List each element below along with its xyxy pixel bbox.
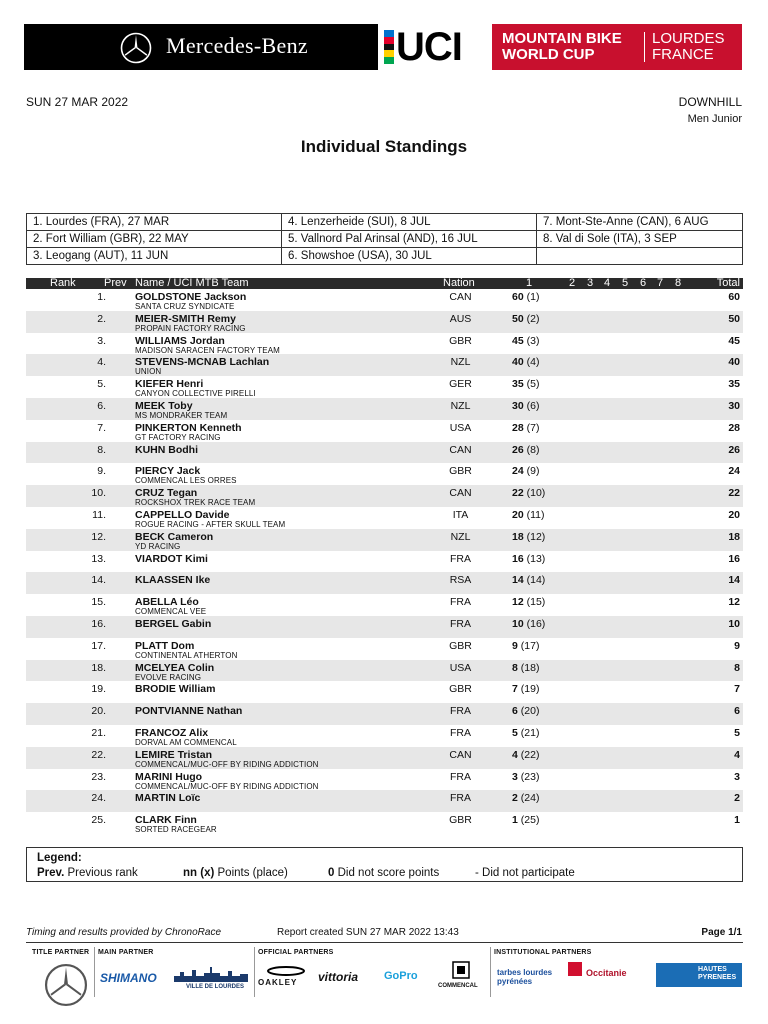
total-points: 60 <box>728 291 740 303</box>
nation: USA <box>449 661 472 674</box>
race-1-points: 4 (22) <box>512 748 540 761</box>
uci-logo <box>378 24 492 70</box>
race-1-points: 2 (24) <box>512 792 540 805</box>
team-name: EVOLVE RACING <box>135 672 202 682</box>
race-1-points: 8 (18) <box>512 661 540 674</box>
nation: GER <box>449 378 472 391</box>
rank: 5. <box>97 378 106 391</box>
total-points: 2 <box>734 792 740 805</box>
partner-divider <box>94 947 95 997</box>
nation: FRA <box>450 770 471 783</box>
rank: 10. <box>91 487 106 500</box>
table-row <box>26 420 743 442</box>
total-points: 35 <box>728 378 740 391</box>
rider-name: WILLIAMS Jordan <box>135 334 225 347</box>
race-1-points: 24 (9) <box>512 465 540 478</box>
nation: NZL <box>450 530 471 543</box>
team-name: ROCKSHOX TREK RACE TEAM <box>135 498 256 508</box>
total-points: 40 <box>728 356 740 369</box>
nation: GBR <box>449 334 472 347</box>
rider-name: MARTIN Loïc <box>135 792 201 805</box>
rider-name: MARINI Hugo <box>135 770 203 783</box>
rider-name: LEMIRE Tristan <box>135 748 213 761</box>
events-table <box>26 213 743 265</box>
event-cell: 8. Val di Sole (ITA), 3 SEP <box>537 231 743 248</box>
rider-name: PLATT Dom <box>135 639 195 652</box>
discipline: DOWNHILL <box>678 95 742 109</box>
title-sponsor-block <box>24 24 378 70</box>
vittoria-logo: vittoria <box>318 970 359 984</box>
rider-name: GOLDSTONE Jackson <box>135 291 247 303</box>
col-race-4: 4 <box>604 277 611 289</box>
total-points: 5 <box>734 726 740 739</box>
total-points: 6 <box>734 705 740 718</box>
rider-name: VIARDOT Kimi <box>135 552 208 565</box>
col-race-8: 8 <box>675 277 682 289</box>
rank: 18. <box>91 661 106 674</box>
commencal-shield-icon <box>452 961 470 979</box>
nation: CAN <box>449 291 472 303</box>
rider-name: MCELYEA Colin <box>135 661 215 674</box>
page-title: Individual Standings <box>300 137 468 156</box>
race-1-points: 60 (1) <box>512 291 540 303</box>
table-row <box>26 289 743 311</box>
table-row <box>26 354 743 376</box>
legend <box>26 847 743 882</box>
rank: 2. <box>97 312 106 325</box>
rank: 24. <box>91 792 106 805</box>
event-cell: 3. Leogang (AUT), 11 JUN <box>27 248 282 265</box>
total-points: 20 <box>728 508 740 521</box>
page-number: Page 1/1 <box>701 927 742 938</box>
team-name: MS MONDRAKER TEAM <box>135 410 228 420</box>
table-row <box>26 572 743 594</box>
total-points: 1 <box>734 814 740 827</box>
col-race-1: 1 <box>526 277 533 289</box>
rank: 1. <box>97 291 106 303</box>
table-row <box>26 398 743 420</box>
race-1-points: 14 (14) <box>512 574 546 587</box>
race-1-points: 35 (5) <box>512 378 540 391</box>
rider-name: PONTVIANNE Nathan <box>135 705 243 718</box>
table-row <box>26 442 743 464</box>
institutional-partners-label: INSTITUTIONAL PARTNERS <box>494 949 592 956</box>
mercedes-star-icon <box>120 32 152 64</box>
table-row <box>26 769 743 791</box>
rank: 22. <box>91 748 106 761</box>
nation: AUS <box>449 312 472 325</box>
nation: GBR <box>449 814 472 827</box>
total-points: 16 <box>728 552 740 565</box>
total-points: 3 <box>734 770 740 783</box>
shimano-logo: SHIMANO <box>100 971 157 985</box>
rank: 8. <box>97 443 106 456</box>
total-points: 45 <box>728 334 740 347</box>
race-1-points: 28 (7) <box>512 421 540 434</box>
rider-name: MEIER-SMITH Remy <box>135 312 236 325</box>
partner-divider <box>254 947 255 997</box>
team-name: YD RACING <box>135 541 181 551</box>
col-total: Total <box>716 277 740 289</box>
rider-name: KUHN Bodhi <box>135 443 198 456</box>
occitanie-flag-icon <box>568 962 582 976</box>
footer-divider <box>26 942 743 943</box>
col-race-7: 7 <box>657 277 664 289</box>
legend-points: nn (x) Points (place) <box>183 867 288 879</box>
hautes-pyrenees-logo: HAUTES PYRENEES <box>698 966 737 981</box>
rank: 4. <box>97 356 106 369</box>
rank: 17. <box>91 639 106 652</box>
team-name: UNION <box>135 367 162 377</box>
rank: 19. <box>91 683 106 696</box>
rank: 20. <box>91 705 106 718</box>
race-1-points: 6 (20) <box>512 705 540 718</box>
col-rank: Rank <box>50 277 76 289</box>
total-points: 18 <box>728 530 740 543</box>
oakley-ellipse-icon <box>266 966 306 976</box>
race-1-points: 12 (15) <box>512 596 546 609</box>
race-1-points: 9 (17) <box>512 639 540 652</box>
total-points: 4 <box>734 748 740 761</box>
uci-wordmark: UCI <box>396 25 462 69</box>
team-name: DORVAL AM COMMENCAL <box>135 737 237 747</box>
nation: FRA <box>450 617 471 630</box>
rank: 15. <box>91 596 106 609</box>
divider <box>644 32 645 62</box>
race-1-points: 3 (23) <box>512 770 540 783</box>
total-points: 12 <box>728 596 740 609</box>
total-points: 10 <box>728 617 740 630</box>
rank: 25. <box>91 814 106 827</box>
race-1-points: 22 (10) <box>512 487 546 500</box>
race-1-points: 1 (25) <box>512 814 540 827</box>
legend-zero: 0 Did not score points <box>328 867 440 879</box>
nation: GBR <box>449 465 472 478</box>
total-points: 8 <box>734 661 740 674</box>
team-name: GT FACTORY RACING <box>135 432 221 442</box>
event-cell: 2. Fort William (GBR), 22 MAY <box>27 231 282 248</box>
nation: FRA <box>450 596 471 609</box>
table-row <box>26 507 743 529</box>
event-cell: 5. Vallnord Pal Arinsal (AND), 16 JUL <box>282 231 537 248</box>
category: Men Junior <box>687 113 742 125</box>
nation: FRA <box>450 792 471 805</box>
gopro-logo: GoPro <box>384 970 418 982</box>
table-row <box>26 616 743 638</box>
event-cell: 6. Showshoe (USA), 30 JUL <box>282 248 537 265</box>
table-row <box>26 594 743 616</box>
rank: 3. <box>97 334 106 347</box>
team-name: SORTED RACEGEAR <box>135 825 217 835</box>
total-points: 26 <box>728 443 740 456</box>
title-partner-label: TITLE PARTNER <box>32 949 90 956</box>
rider-name: MEEK Toby <box>135 399 193 412</box>
rider-name: PINKERTON Kenneth <box>135 421 242 434</box>
event-block <box>492 24 742 70</box>
table-row <box>26 660 743 682</box>
standings-list <box>26 289 743 834</box>
rank: 13. <box>91 552 106 565</box>
partner-divider <box>490 947 491 997</box>
occitanie-logo: Occitanie <box>586 968 627 978</box>
nation: FRA <box>450 705 471 718</box>
race-1-points: 5 (21) <box>512 726 540 739</box>
table-row <box>26 681 743 703</box>
race-1-points: 30 (6) <box>512 399 540 412</box>
total-points: 28 <box>728 421 740 434</box>
events-row <box>27 214 743 231</box>
total-points: 50 <box>728 312 740 325</box>
event-name: MOUNTAIN BIKE WORLD CUP <box>502 30 622 63</box>
rider-name: BERGEL Gabin <box>135 617 212 630</box>
col-race-6: 6 <box>640 277 647 289</box>
race-1-points: 50 (2) <box>512 312 540 325</box>
col-race-3: 3 <box>587 277 594 289</box>
main-partner-label: MAIN PARTNER <box>98 949 154 956</box>
team-name: MADISON SARACEN FACTORY TEAM <box>135 345 280 355</box>
nation: ITA <box>452 508 469 521</box>
rider-name: ABELLA Léo <box>135 596 199 609</box>
legend-title: Legend: <box>37 852 82 864</box>
col-race-2: 2 <box>569 277 576 289</box>
race-1-points: 40 (4) <box>512 356 540 369</box>
table-row <box>26 485 743 507</box>
rider-name: CRUZ Tegan <box>135 487 198 500</box>
race-1-points: 18 (12) <box>512 530 546 543</box>
standings-header <box>26 278 743 289</box>
team-name: COMMENCAL VEE <box>135 607 207 617</box>
lourdes-city-logo: VILLE DE LOURDES <box>186 984 245 990</box>
event-cell: 7. Mont-Ste-Anne (CAN), 6 AUG <box>537 214 743 231</box>
table-row <box>26 529 743 551</box>
rank: 23. <box>91 770 106 783</box>
team-name: SANTA CRUZ SYNDICATE <box>135 302 235 311</box>
rank: 16. <box>91 617 106 630</box>
nation: GBR <box>449 683 472 696</box>
uci-stripes-icon <box>384 30 394 64</box>
rider-name: STEVENS-MCNAB Lachlan <box>135 356 270 369</box>
table-row <box>26 790 743 812</box>
team-name: CONTINENTAL ATHERTON <box>135 650 238 660</box>
total-points: 7 <box>734 683 740 696</box>
total-points: 14 <box>728 574 740 587</box>
race-1-points: 7 (19) <box>512 683 540 696</box>
team-name: CANYON COLLECTIVE PIRELLI <box>135 389 256 399</box>
nation: RSA <box>449 574 472 587</box>
table-row <box>26 333 743 355</box>
nation: GBR <box>449 639 472 652</box>
race-1-points: 26 (8) <box>512 443 540 456</box>
event-cell: 1. Lourdes (FRA), 27 MAR <box>27 214 282 231</box>
col-name: Name / UCI MTB Team <box>135 277 249 289</box>
events-row <box>27 248 743 265</box>
race-date: SUN 27 MAR 2022 <box>26 95 129 109</box>
rider-name: BRODIE William <box>135 683 216 696</box>
nation: NZL <box>450 399 471 412</box>
event-location: LOURDES FRANCE <box>652 30 725 63</box>
team-name: COMMENCAL/MUC-OFF BY RIDING ADDICTION <box>135 759 319 769</box>
rider-name: CAPPELLO Davide <box>135 508 230 521</box>
oakley-logo: OAKLEY <box>258 978 298 987</box>
col-race-5: 5 <box>622 277 629 289</box>
rank: 21. <box>91 726 106 739</box>
table-row <box>26 703 743 725</box>
nation: FRA <box>450 726 471 739</box>
total-points: 22 <box>728 487 740 500</box>
report-created: Report created SUN 27 MAR 2022 13:43 <box>277 927 459 938</box>
col-prev: Prev <box>104 277 127 289</box>
event-cell <box>537 248 743 265</box>
rank: 12. <box>91 530 106 543</box>
table-row <box>26 463 743 485</box>
race-1-points: 10 (16) <box>512 617 546 630</box>
table-row <box>26 551 743 573</box>
rider-name: FRANCOZ Alix <box>135 726 209 739</box>
nation: NZL <box>450 356 471 369</box>
mercedes-star-icon <box>44 963 88 1007</box>
race-1-points: 45 (3) <box>512 334 540 347</box>
rank: 6. <box>97 399 106 412</box>
table-row <box>26 747 743 769</box>
nation: CAN <box>449 748 472 761</box>
table-row <box>26 311 743 333</box>
rank: 11. <box>92 508 106 521</box>
race-1-points: 20 (11) <box>512 508 545 521</box>
rank: 9. <box>97 465 106 478</box>
rider-name: KIEFER Henri <box>135 378 204 391</box>
table-row <box>26 638 743 660</box>
table-row <box>26 812 743 834</box>
team-name: ROGUE RACING - AFTER SKULL TEAM <box>135 519 286 529</box>
event-cell: 4. Lenzerheide (SUI), 8 JUL <box>282 214 537 231</box>
rider-name: PIERCY Jack <box>135 465 201 478</box>
lourdes-skyline-icon <box>174 966 248 982</box>
table-row <box>26 725 743 747</box>
rank: 14. <box>91 574 106 587</box>
total-points: 30 <box>728 399 740 412</box>
events-row <box>27 231 743 248</box>
team-name: COMMENCAL/MUC-OFF BY RIDING ADDICTION <box>135 781 319 791</box>
header-banner <box>24 24 742 70</box>
official-partners-label: OFFICIAL PARTNERS <box>258 949 334 956</box>
rider-name: BECK Cameron <box>135 530 214 543</box>
timing-credit: Timing and results provided by ChronoRace <box>26 927 222 938</box>
race-1-points: 16 (13) <box>512 552 546 565</box>
total-points: 24 <box>728 465 740 478</box>
brand-name: Mercedes-Benz <box>166 33 308 58</box>
table-row <box>26 376 743 398</box>
total-points: 9 <box>734 639 740 652</box>
legend-prev: Prev. Previous rank <box>37 867 138 879</box>
commencal-logo: COMMENCAL <box>438 983 478 989</box>
rider-name: KLAASSEN Ike <box>135 574 211 587</box>
col-nation: Nation <box>443 277 475 289</box>
nation: FRA <box>450 552 471 565</box>
tarbes-lourdes-logo: tarbes lourdes pyrénées <box>497 968 553 986</box>
rider-name: CLARK Finn <box>135 814 197 827</box>
legend-dash: - Did not participate <box>475 867 575 879</box>
nation: USA <box>449 421 472 434</box>
team-name: PROPAIN FACTORY RACING <box>135 323 246 333</box>
team-name: COMMENCAL LES ORRES <box>135 476 237 486</box>
rank: 7. <box>97 421 106 434</box>
nation: CAN <box>449 443 472 456</box>
nation: CAN <box>449 487 472 500</box>
